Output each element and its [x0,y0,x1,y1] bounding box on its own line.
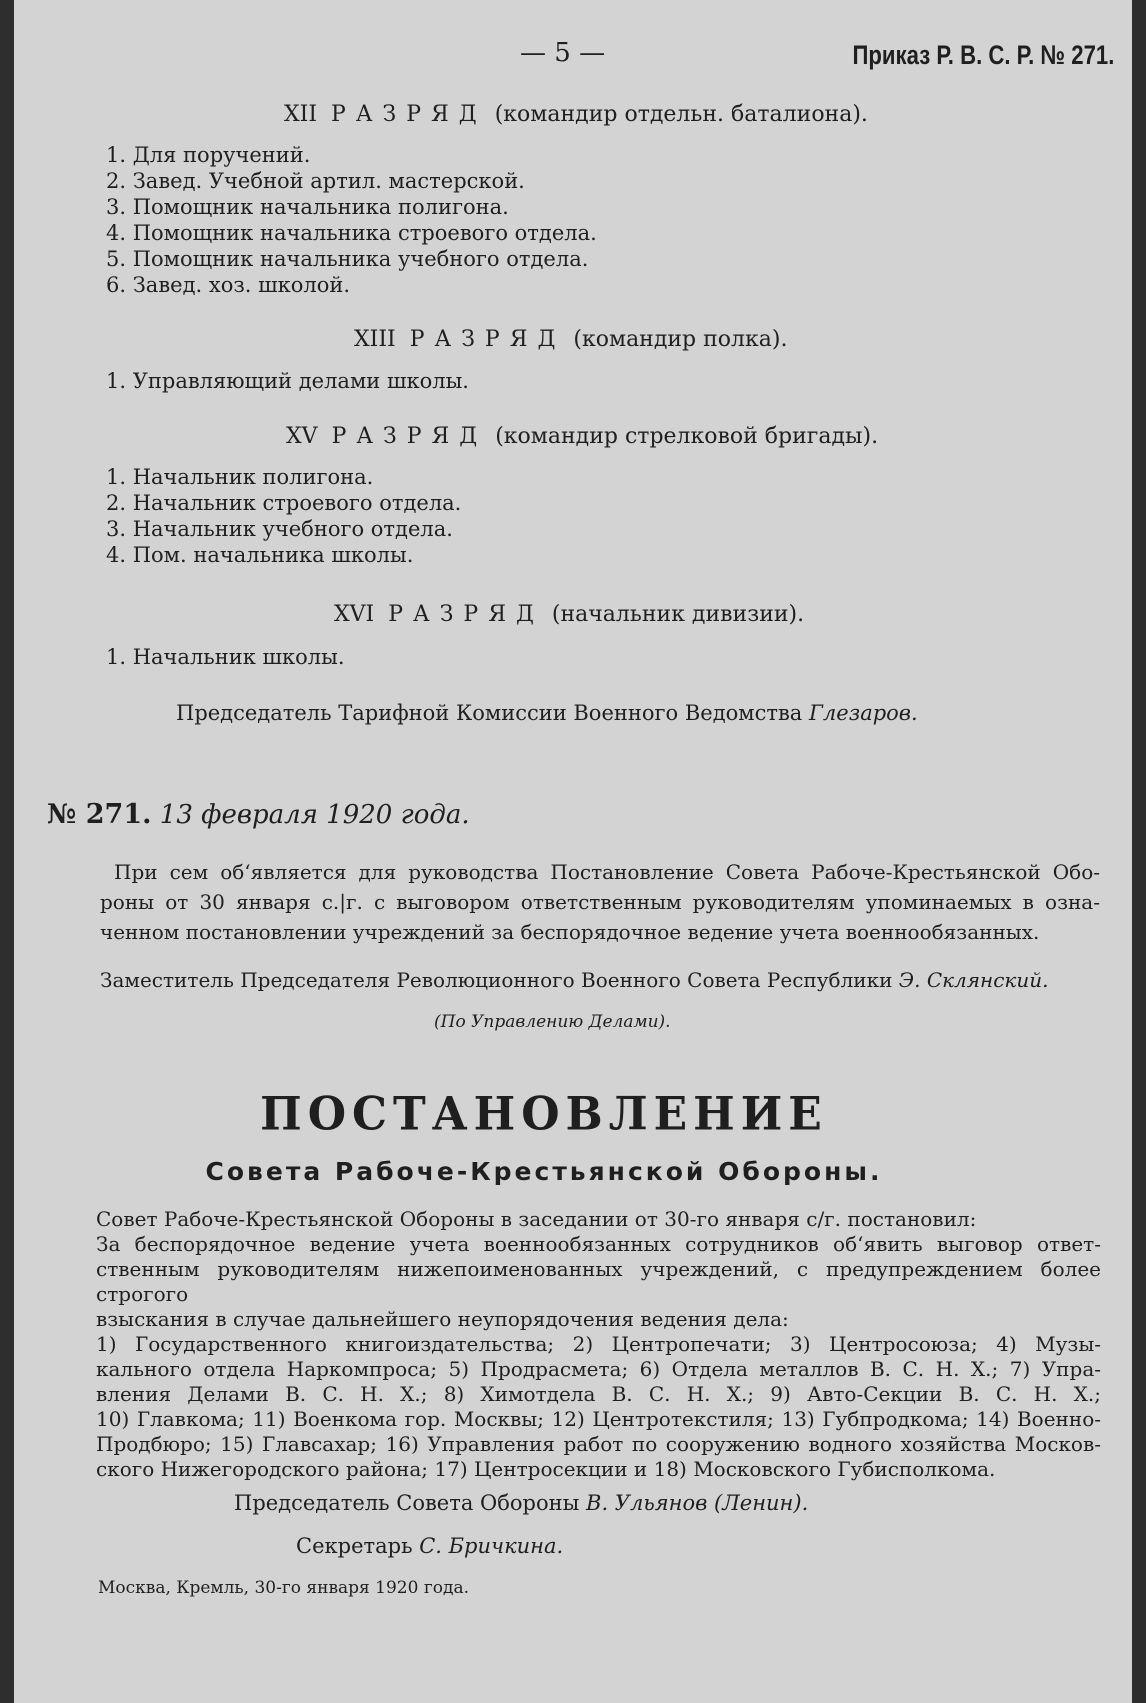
list-item: 2. Завед. Учебной артил. мастерской. [106,169,525,193]
list-item: 4. Пом. начальника школы. [106,543,414,567]
section-list-xv [106,464,461,568]
secretary-signature: Секретарь С. Бричкина. [296,1534,564,1558]
section-list-xii [106,142,597,298]
section-list-xiii [106,368,469,394]
list-item: 3. Помощник начальника полигона. [106,195,509,219]
resolution-subtitle: Совета Рабоче-Крестьянской Обороны. [205,1157,883,1186]
resolution-line: За беспорядочное ведение учета военнообязанных сотрудников об‘явить выговор ответ- [96,1232,1101,1256]
resolution-line: ского Нижегородского района; 17) Центросекции и 18) Московского Губисполкома. [96,1457,996,1481]
order-paragraph [100,857,1100,947]
deputy-signature: Заместитель Председателя Революционного Военного Совета Республики Э. Склянский. [100,968,1049,992]
resolution-line: 1) Государственного книгоиздательства; 2) Центропечати; 3) Центросоюза; 4) Музы- [96,1332,1101,1356]
order-number: № 271. [47,799,152,830]
deputy-name: Э. Склянский. [898,968,1049,992]
section-heading-xvi: XVI РАЗРЯД (начальник дивизии). [334,602,805,627]
paragraph-line: При сем об‘является для руководства Постановление Совета Рабоче-Крестьянской Обо- [114,860,1100,884]
page-number: — 5 — [520,38,606,68]
list-item: 4. Помощник начальника строевого отдела. [106,221,597,245]
list-item: 3. Начальник учебного отдела. [106,517,453,541]
resolution-title: ПОСТАНОВЛЕНИЕ [260,1087,828,1142]
list-item: 6. Завед. хоз. школой. [106,273,351,297]
list-item: 1. Управляющий делами школы. [106,369,469,393]
resolution-line: взыскания в случае дальнейшего неупорядочения ведения дела: [96,1307,789,1331]
section-list-xvi [106,644,345,670]
chairman-name: В. Ульянов (Ленин). [586,1491,809,1515]
commission-signature: Председатель Тарифной Комиссии Военного Ведомства Глезаров. [176,701,918,725]
list-item: 5. Помощник начальника учебного отдела. [106,247,589,271]
section-heading-xii: XII РАЗРЯД (командир отдельн. баталиона). [284,102,868,127]
secretary-name: С. Бричкина. [419,1534,564,1558]
list-item: 1. Для поручений. [106,143,311,167]
signatory-name: Глезаров. [809,701,918,725]
list-item: 1. Начальник полигона. [106,465,374,489]
place-date: Москва, Кремль, 30-го января 1920 года. [98,1578,469,1598]
order-date: 13 февраля 1920 года. [159,800,470,830]
resolution-line: ственным руководителям нижепоименованных учреждений, с предупреждением более строгого [96,1257,1101,1306]
resolution-line: Совет Рабоче-Крестьянской Обороны в заседании от 30-го января с/г. постановил: [96,1207,977,1231]
order-reference: Приказ Р. В. С. Р. № 271. [852,40,1114,70]
order-number-line [47,799,470,830]
section-heading-xv: XV РАЗРЯД (командир стрелковой бригады). [286,424,879,449]
paragraph-line: роны от 30 января с.|г. с выговором ответственным руководителям упоминаемых в озна- [100,890,1100,914]
resolution-line: кального отдела Наркомпроса; 5) Продрасмета; 6) Отдела металлов В. С. Н. Х.; 7) Упра- [96,1357,1101,1381]
management-note: (По Управлению Делами). [434,1012,671,1032]
chairman-signature: Председатель Совета Обороны В. Ульянов (Ленин). [234,1491,809,1515]
section-heading-xiii: XIII РАЗРЯД (командир полка). [354,327,788,352]
paragraph-line: ченном постановлении учреждений за беспорядочное ведение учета военнообязанных. [100,920,1040,944]
resolution-line: 10) Главкома; 11) Военкома гор. Москвы; 12) Центротекстиля; 13) Губпродкома; 14) Военно- [96,1407,1101,1431]
resolution-line: Продбюро; 15) Главсахар; 16) Управления работ по сооружению водного хозяйства Москов- [96,1432,1101,1456]
list-item: 2. Начальник строевого отдела. [106,491,462,515]
resolution-body [96,1207,1101,1482]
resolution-line: вления Делами В. С. Н. Х.; 8) Химотдела В. С. Н. Х.; 9) Авто-Секции В. С. Н. Х.; [96,1382,1101,1406]
list-item: 1. Начальник школы. [106,645,345,669]
document-page [14,0,1132,1703]
